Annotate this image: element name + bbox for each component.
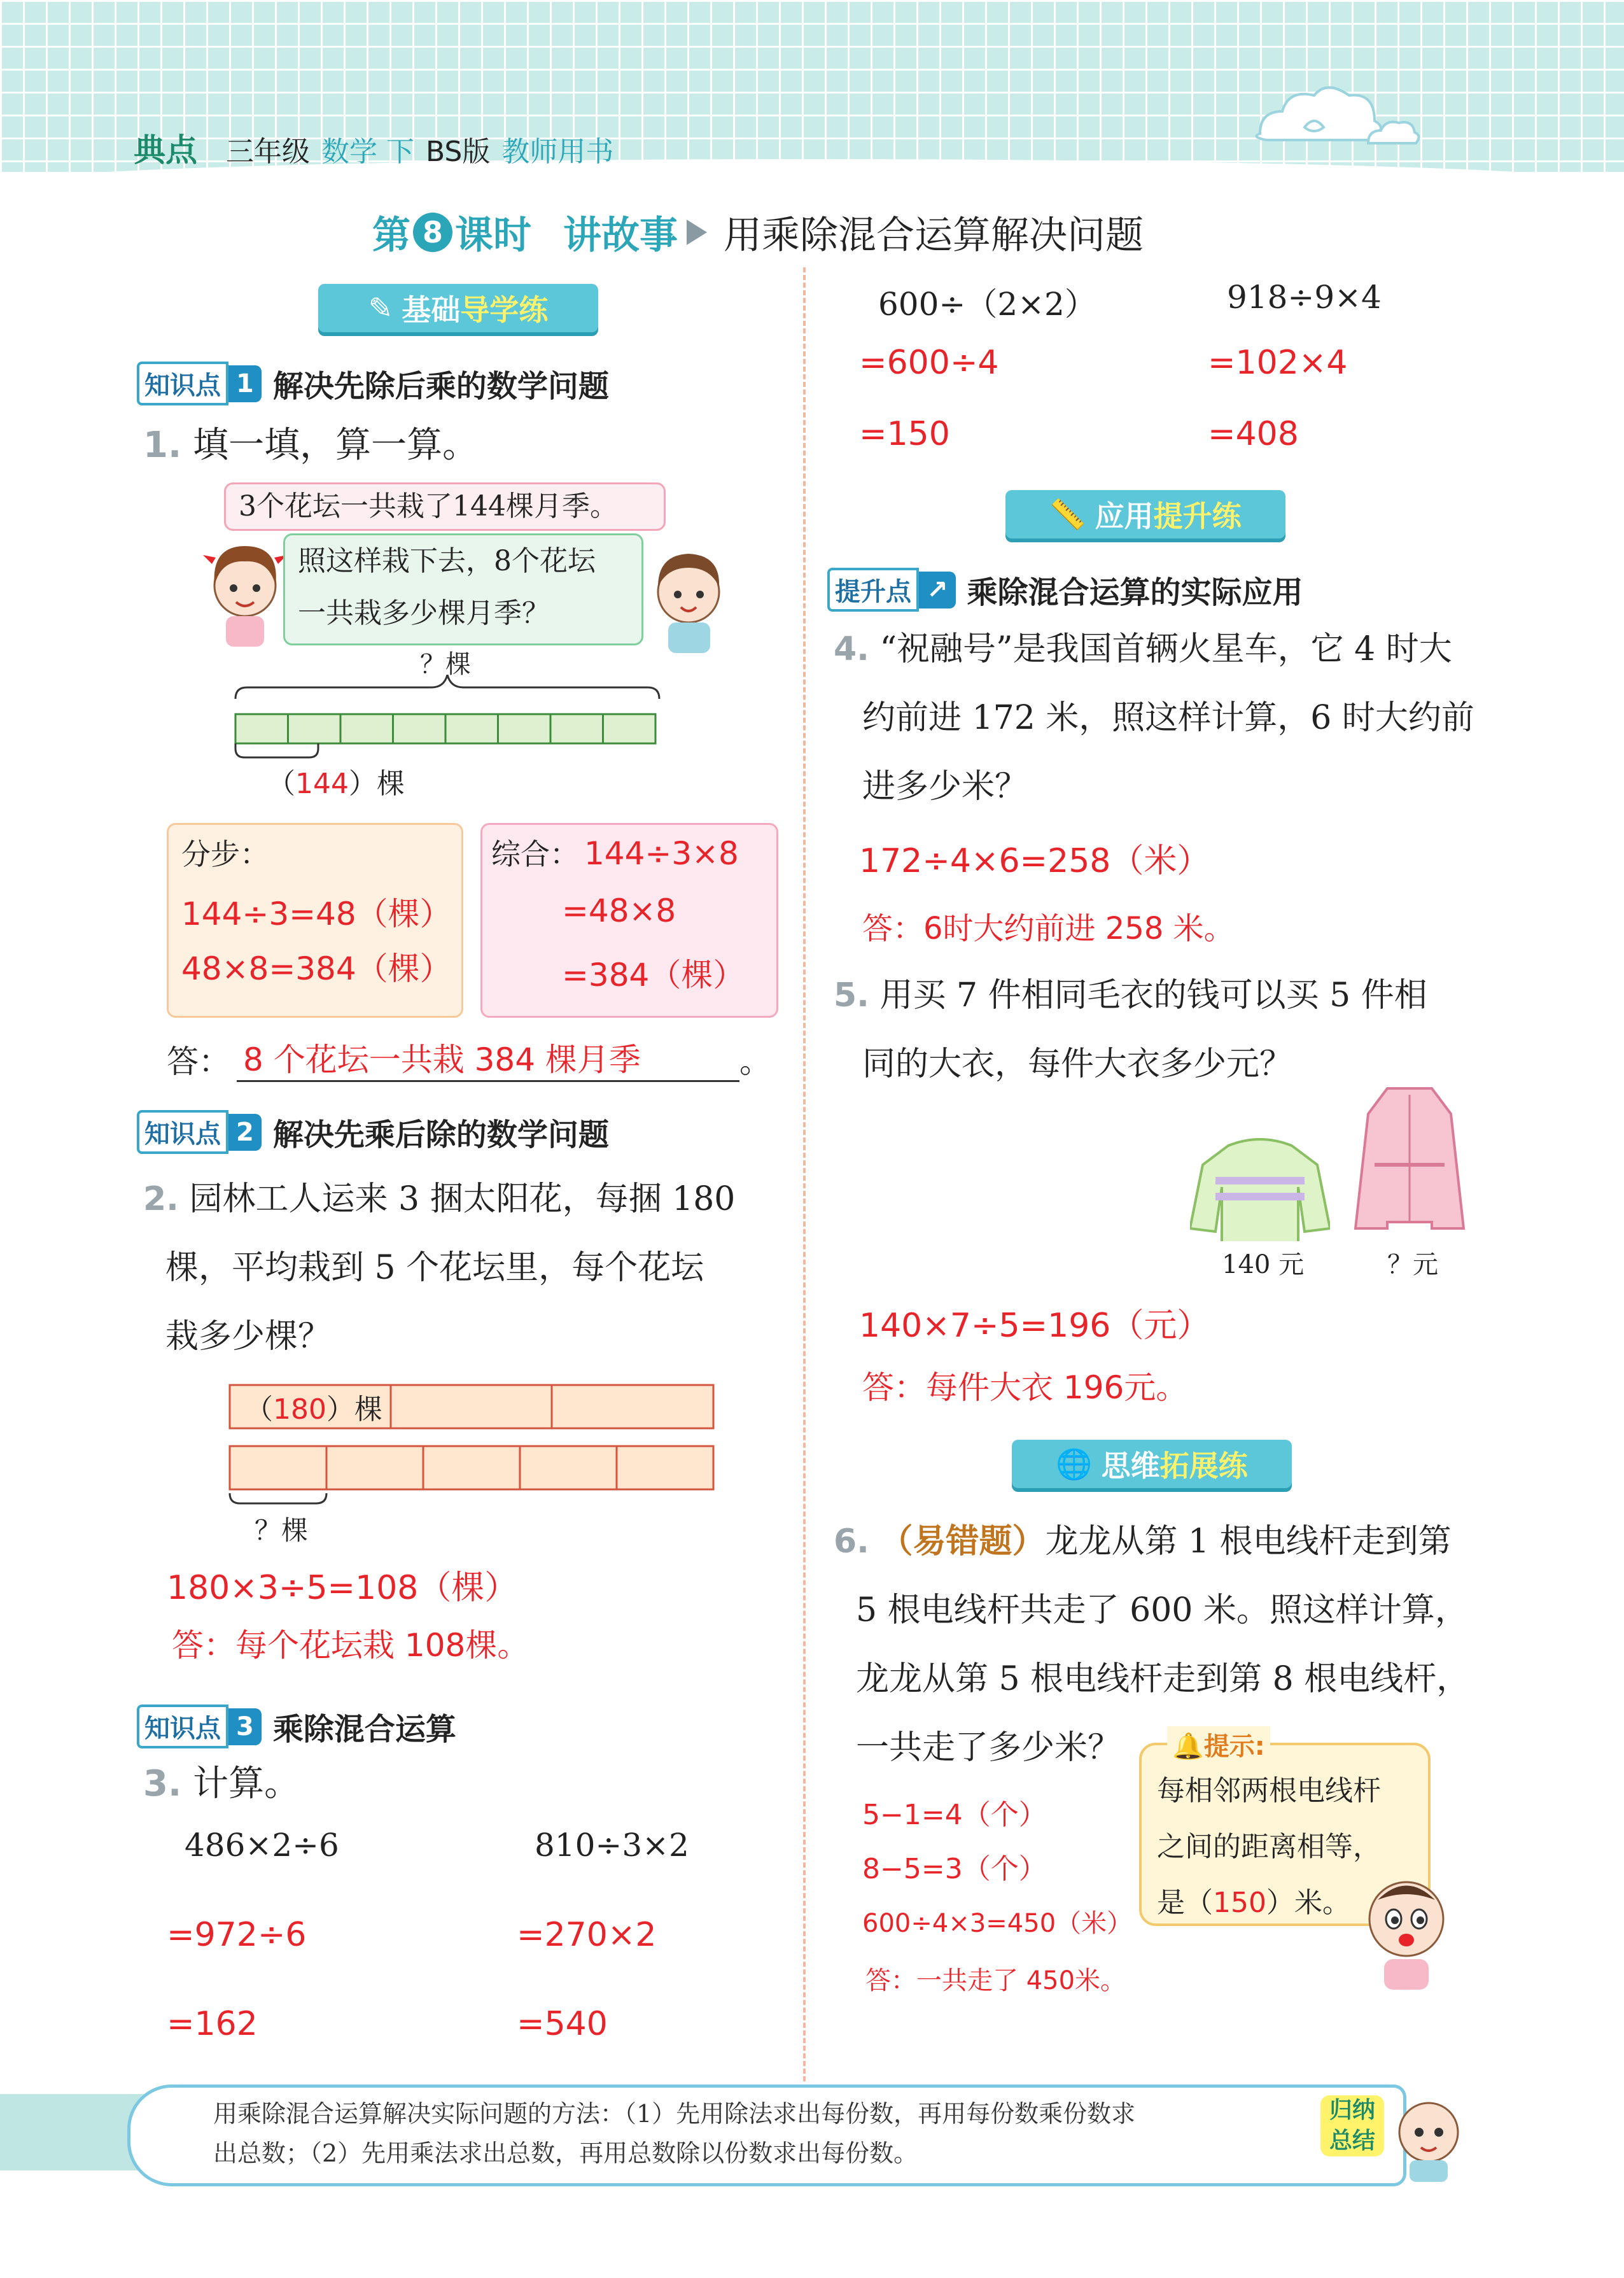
step-line-2: 48×8=384（棵） <box>181 950 452 987</box>
q6-line-3: 龙龙从第 5 根电线杆走到第 8 根电线杆， <box>856 1660 1470 1698</box>
q5-answer: 答：每件大衣 196元。 <box>862 1369 1188 1406</box>
q1-diagram-answer: 144 <box>295 768 349 800</box>
kp-title: 乘除混合运算的实际应用 <box>967 575 1303 610</box>
ruler-icon: 📏 <box>1049 496 1086 531</box>
step-label: 分步： <box>181 837 269 871</box>
q2-answer: 答：每个花坛栽 108棵。 <box>172 1627 529 1664</box>
summary-line-2: 出总数；（2）先用乘法求出总数，再用总数除以份数求出每份数。 <box>213 2139 918 2167</box>
answer-period: 。 <box>739 1043 771 1080</box>
question-number: 3. <box>143 1763 182 1804</box>
q4-solution: 172÷4×6=258（米） <box>859 842 1210 880</box>
boy-character-icon <box>643 547 738 656</box>
section-think-ribbon <box>1012 1440 1292 1488</box>
hint-line-1: 每相邻两根电线杆 <box>1157 1775 1381 1807</box>
header-book-info <box>226 129 613 169</box>
q6-step-2: 8−5=3（个） <box>862 1853 1047 1885</box>
step-line-1: 144÷3=48（棵） <box>181 896 452 932</box>
section-apply-ribbon <box>1005 490 1285 538</box>
paren-close-unit: ）棵 <box>348 768 405 800</box>
kp-tag: 知识点 <box>137 1705 228 1748</box>
q2-line-1: 园林工人运来 3 捆太阳花，每捆 180 <box>189 1180 736 1218</box>
paren-open: （ <box>267 768 295 800</box>
q4-answer: 答：6时大约前进 258 米。 <box>862 911 1235 946</box>
section-basic-plain: 基础 <box>402 293 461 327</box>
calc-2-step-2: =540 <box>517 2005 608 2043</box>
badge-line-2: 总结 <box>1329 2128 1375 2154</box>
kp-title: 乘除混合运算 <box>272 1712 456 1747</box>
boy-speech-bubble <box>283 533 643 645</box>
q4-line-1: “祝融号”是我国首辆火星车，它 4 时大 <box>879 630 1452 668</box>
q1-answer: 8 个花坛一共栽 384 棵月季 <box>237 1034 739 1082</box>
q4-line-2: 约前进 172 米，照这样计算，6 时大约前 <box>862 699 1474 737</box>
question-number: 5. <box>834 976 869 1015</box>
q2-line-2: 棵，平均栽到 5 个花坛里，每个花坛 <box>165 1249 704 1287</box>
combined-solution-box <box>480 823 778 1018</box>
knowledge-point-2 <box>137 1110 609 1154</box>
kp-number: 1 <box>228 365 262 402</box>
kp-tag: 提升点 <box>827 568 919 612</box>
combined-line-1: 144÷3×8 <box>584 835 739 872</box>
section-think-plain: 思维 <box>1101 1449 1160 1483</box>
kp-number: 2 <box>228 1114 262 1151</box>
globe-icon: 🌐 <box>1056 1446 1093 1481</box>
q1-answer-row <box>167 1034 771 1082</box>
sweater-price: 140 元 <box>1222 1250 1305 1279</box>
calc-4-step-1: =102×4 <box>1208 344 1348 382</box>
q2-line-3: 栽多少棵？ <box>165 1318 332 1356</box>
hint-prefix: 是（ <box>1157 1887 1213 1919</box>
improvement-point <box>827 568 1303 612</box>
lesson-number-badge <box>413 213 452 252</box>
small-cloud-icon <box>1362 115 1425 153</box>
q1-diagram-bottom-label <box>267 761 405 801</box>
calc-3-expression: 600÷（2×2） <box>878 286 1096 323</box>
summary-badge <box>1320 2095 1384 2156</box>
compass-icon: ✎ <box>368 291 393 325</box>
baby-character-icon <box>1359 1871 1454 1992</box>
q5-line-2: 同的大衣，每件大衣多少元？ <box>862 1045 1293 1083</box>
question-5 <box>834 961 1427 1099</box>
hint-answer: 150 <box>1213 1887 1266 1919</box>
kp-title: 解决先除后乘的数学问题 <box>272 369 609 404</box>
question-2 <box>143 1165 735 1371</box>
boy-speech-line-2: 一共栽多少棵月季？ <box>298 597 550 629</box>
girl-character-icon <box>200 541 290 649</box>
question-text: 填一填，算一算。 <box>193 425 479 466</box>
q5-solution: 140×7÷5=196（元） <box>859 1307 1210 1345</box>
combined-label: 综合： <box>491 837 579 871</box>
q1-strip-diagram <box>232 675 665 764</box>
q6-line-2: 5 根电线杆共走了 600 米。照这样计算， <box>856 1591 1468 1629</box>
q4-line-3: 进多少米？ <box>862 768 1028 806</box>
lesson-main-title: 用乘除混合运算解决问题 <box>724 213 1144 258</box>
answer-label: 答： <box>167 1043 230 1080</box>
mascot-icon <box>1390 2094 1467 2183</box>
knowledge-point-3 <box>137 1705 456 1748</box>
q6-tag: （易错题） <box>879 1522 1046 1561</box>
q6-step-3: 600÷4×3=450（米） <box>862 1909 1133 1938</box>
kp-tag: 知识点 <box>137 362 228 405</box>
lesson-title <box>372 207 1144 258</box>
kp-number: 3 <box>228 1708 262 1745</box>
calc-4-expression: 918÷9×4 <box>1227 279 1382 316</box>
badge-line-1: 归纳 <box>1329 2097 1375 2123</box>
arrow-up-icon: ↗ <box>919 572 956 608</box>
question-text: 计算。 <box>193 1763 300 1804</box>
kp-tag: 知识点 <box>137 1110 228 1154</box>
hint-body <box>1157 1763 1381 1931</box>
hint-line-2: 之间的距离相等， <box>1157 1831 1381 1863</box>
q2-solution: 180×3÷5=108（棵） <box>167 1569 518 1607</box>
header-subject: 数学 下 <box>321 136 414 168</box>
combined-line-2: =48×8 <box>562 892 676 929</box>
question-4 <box>834 615 1474 821</box>
header-edition: BS版 <box>426 136 491 168</box>
calc-2-step-1: =270×2 <box>517 1916 657 1954</box>
lesson-prefix: 第 <box>372 213 410 258</box>
calc-4-step-2: =408 <box>1208 415 1299 453</box>
calc-2-expression: 810÷3×2 <box>535 1827 689 1864</box>
boy-speech-line-1: 照这样栽下去，8个花坛 <box>298 545 596 577</box>
knowledge-point-1 <box>137 362 609 405</box>
calc-3-step-2: =150 <box>859 415 950 453</box>
kp-title: 解决先乘后除的数学问题 <box>272 1117 609 1153</box>
coat-price: ？元 <box>1387 1250 1438 1279</box>
bell-icon: 🔔 <box>1172 1732 1204 1761</box>
summary-text <box>213 2094 1135 2173</box>
header-book: 教师用书 <box>501 136 614 168</box>
q2-bar-answer: 180 <box>273 1393 326 1426</box>
question-1-heading <box>143 417 478 468</box>
question-3-heading <box>143 1755 300 1806</box>
summary-line-1: 用乘除混合运算解决实际问题的方法：（1）先用除法求出每份数，再用每份数乘份数求 <box>213 2100 1136 2128</box>
calc-1-expression: 486×2÷6 <box>185 1827 339 1864</box>
hint-title <box>1167 1726 1270 1762</box>
paren-close-unit: ）棵 <box>326 1393 382 1426</box>
calc-1-step-1: =972÷6 <box>167 1916 307 1954</box>
sweater-icon <box>1190 1133 1330 1241</box>
q6-line-4: 一共走了多少米？ <box>856 1729 1121 1767</box>
q1-diagram-top-label: ？棵 <box>420 650 471 679</box>
column-divider <box>803 267 806 2081</box>
combined-line-3: =384（棵） <box>562 957 745 994</box>
girl-speech-text: 3个花坛一共栽了144棵月季。 <box>239 490 618 523</box>
q2-below-label: ？棵 <box>255 1515 309 1546</box>
section-think-highlight: 拓展练 <box>1159 1449 1248 1483</box>
calc-3-step-1: =600÷4 <box>859 344 999 382</box>
header-grade: 三年级 <box>226 136 310 168</box>
step-solution-box <box>167 823 463 1018</box>
hint-title-text: 提示: <box>1203 1732 1265 1761</box>
section-apply-highlight: 提升练 <box>1153 499 1242 533</box>
q6-line-1: 龙龙从第 1 根电线杆走到第 <box>1045 1522 1452 1561</box>
lesson-number: 8 <box>422 215 443 250</box>
q6-step-1: 5−1=4（个） <box>862 1799 1047 1831</box>
hint-line-3 <box>1157 1875 1381 1931</box>
brand-logo: 典点 <box>134 132 197 169</box>
q2-bar-label <box>245 1386 382 1427</box>
paren-open: （ <box>245 1393 273 1426</box>
calc-1-step-2: =162 <box>167 2005 258 2043</box>
section-basic-highlight: 导学练 <box>460 293 549 327</box>
lesson-suffix: 课时 <box>455 213 531 258</box>
question-number: 1. <box>143 425 182 466</box>
question-number: 2. <box>143 1180 179 1218</box>
section-apply-plain: 应用 <box>1095 499 1154 533</box>
question-number: 6. <box>834 1522 869 1561</box>
lesson-topic: 讲故事 <box>563 213 678 258</box>
question-6 <box>834 1507 1469 1782</box>
play-arrow-icon <box>687 220 707 245</box>
hint-suffix: ）米。 <box>1266 1887 1350 1919</box>
question-number: 4. <box>834 630 869 668</box>
girl-speech-bubble <box>224 482 666 531</box>
q5-line-1: 用买 7 件相同毛衣的钱可以买 5 件相 <box>879 976 1427 1015</box>
coat-icon <box>1349 1082 1470 1248</box>
q6-answer: 答：一共走了 450米。 <box>865 1966 1126 1995</box>
section-basic-ribbon <box>318 284 598 332</box>
